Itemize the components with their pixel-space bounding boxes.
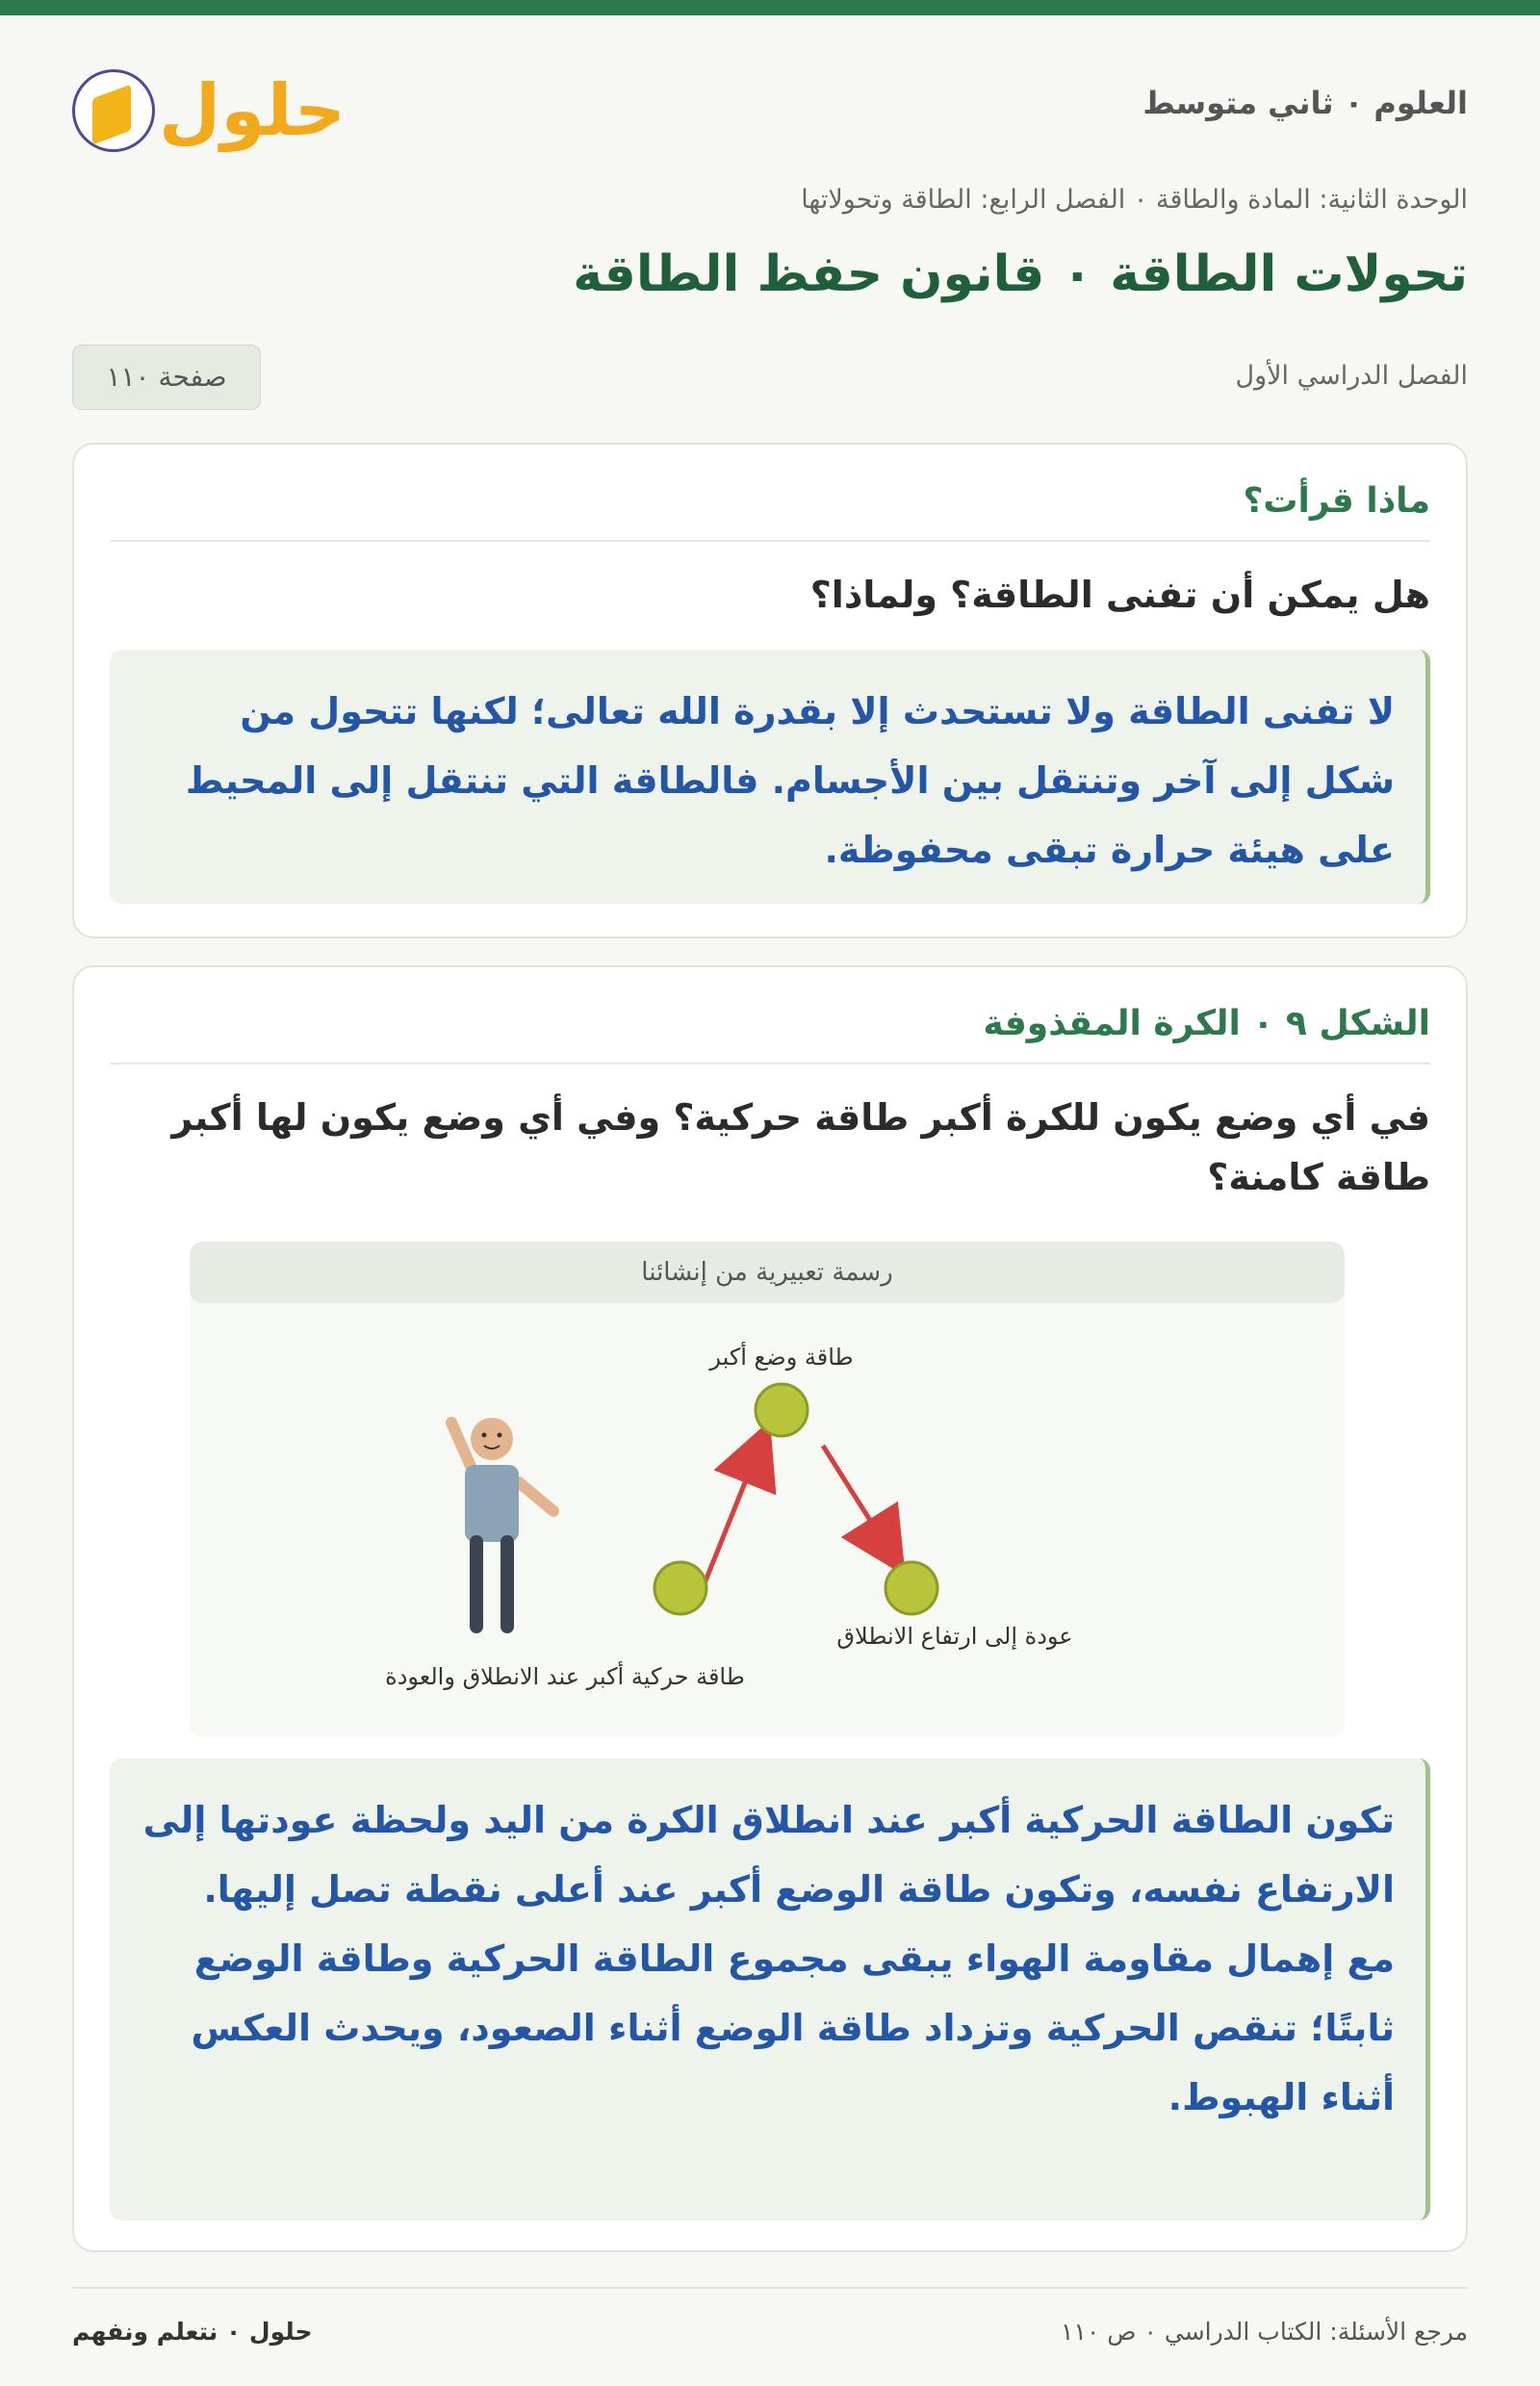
arrow-up-icon [705,1451,757,1583]
answer-box [110,650,1430,904]
label-right: عودة إلى ارتفاع الانطلاق [836,1623,1073,1650]
page-header [72,58,1468,164]
arrow-down-icon [823,1446,887,1548]
breadcrumb: الوحدة الثانية: المادة والطاقة ٠ الفصل الرابع: الطاقة وتحولاتها [801,185,1468,215]
semester-label: الفصل الدراسي الأول [1235,361,1468,391]
answer-box [110,1758,1430,2220]
footer-brand: حلول ٠ نتعلم ونفهم [72,2318,313,2346]
answer-paragraph-1: تكون الطاقة الحركية أكبر عند انطلاق الكرة من اليد ولحظة عودتها إلى الارتفاع نفسه، وتكون طاقة الوضع أكبر عند أعلى نقطة تصل إليها. [142,1799,1395,1911]
ball-launch-icon [654,1562,706,1614]
label-left: طاقة حركية أكبر عند الانطلاق والعودة [385,1663,745,1690]
card-heading: الشكل ٩ ٠ الكرة المقذوفة [110,1004,1430,1065]
figure-9-card [72,965,1468,2252]
page-number-badge: صفحة ١١٠ [72,345,261,410]
illustration-drawing [190,1242,1345,1737]
logo-book-icon [72,69,155,152]
top-accent-bar [0,0,1540,15]
what-did-you-read-card [72,443,1468,938]
hulul-logo[interactable] [72,58,346,164]
person-figure [451,1418,553,1627]
card-heading: ماذا قرأت؟ [110,481,1430,542]
answer-text: لا تفنى الطاقة ولا تستحدث إلا بقدرة الله تعالى؛ لكنها تتحول من شكل إلى آخر وتنتقل بين الأجسام. فالطاقة التي تنتقل إلى المحيط على هيئة حرارة تبقى محفوظة. [185,690,1395,871]
thrown-ball-illustration [190,1242,1345,1737]
illustration-caption: رسمة تعبيرية من إنشائنا [190,1242,1345,1303]
logo-text: حلول [159,69,346,152]
page-footer [72,2287,1468,2366]
question-text: هل يمكن أن تفنى الطاقة؟ ولماذا؟ [809,574,1430,616]
question-text: في أي وضع يكون للكرة أكبر طاقة حركية؟ وفي أي وضع يكون لها أكبر طاقة كامنة؟ [171,1096,1430,1198]
page-title: تحولات الطاقة ٠ قانون حفظ الطاقة [573,245,1468,303]
answer-paragraph-2: مع إهمال مقاومة الهواء يبقى مجموع الطاقة الحركية وطاقة الوضع ثابتًا؛ تنقص الحركية وتزداد طاقة الوضع أثناء الصعود، ويحدث العكس أثناء الهبوط. [191,1937,1395,2118]
ball-top-icon [756,1384,808,1436]
footer-reference: مرجع الأسئلة: الكتاب الدراسي ٠ ص ١١٠ [1061,2318,1468,2346]
subject-title: العلوم ٠ ثاني متوسط [1142,85,1468,121]
label-top: طاقة وضع أكبر [709,1344,854,1371]
ball-return-icon [886,1562,937,1614]
